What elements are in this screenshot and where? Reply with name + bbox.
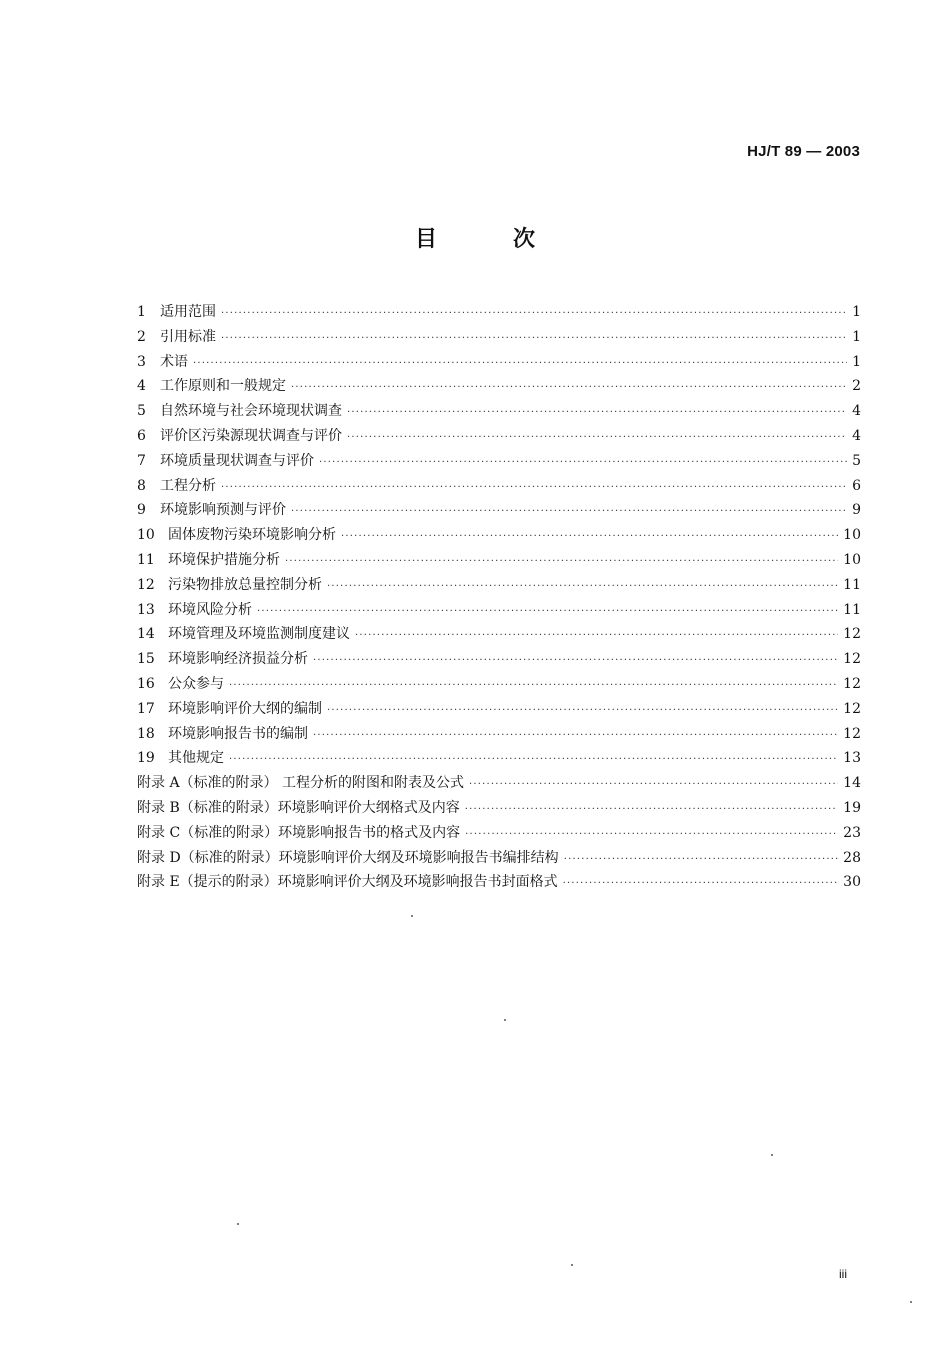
toc-entry[interactable] — [137, 598, 861, 623]
toc-leader-dots — [563, 872, 839, 897]
toc-leader-dots — [313, 724, 838, 749]
toc-entry-number: 1 — [137, 304, 146, 320]
toc-entry[interactable] — [137, 424, 861, 449]
toc-entry-page: 2 — [852, 378, 861, 395]
toc-leader-dots — [347, 426, 847, 451]
toc-leader-dots — [285, 550, 838, 575]
toc-entry-label: 公众参与 — [168, 675, 224, 692]
toc-leader-dots — [229, 748, 838, 773]
toc-entry-page: 12 — [843, 651, 861, 668]
toc-leader-dots — [327, 575, 838, 600]
toc-entry-page: 12 — [843, 675, 861, 692]
toc-entry-number: 6 — [137, 427, 146, 444]
toc-leader-dots — [193, 352, 847, 377]
toc-entry-label: 评价区污染源现状调查与评价 — [160, 427, 342, 444]
toc-leader-dots — [291, 500, 847, 525]
toc-entry-label: 环境风险分析 — [168, 601, 252, 618]
toc-leader-dots — [341, 525, 838, 550]
toc-entry[interactable] — [137, 449, 861, 474]
toc-appendix-label: 附录 E（提示的附录）环境影响评价大纲及环境影响报告书封面格式 — [137, 874, 558, 891]
toc-entry[interactable] — [137, 697, 861, 722]
toc-entry[interactable] — [137, 548, 861, 573]
toc-entry[interactable] — [137, 325, 861, 350]
toc-entry[interactable] — [137, 300, 861, 325]
toc-leader-dots — [469, 773, 838, 798]
toc-leader-dots — [319, 451, 847, 476]
toc-leader-dots — [257, 600, 838, 625]
toc-entry-number: 3 — [137, 353, 146, 370]
toc-entry-label: 适用范围 — [160, 304, 216, 320]
toc-entry-label: 环境影响经济损益分析 — [168, 651, 308, 668]
toc-entry-number: 13 — [137, 601, 155, 618]
toc-entry-number: 8 — [137, 477, 146, 494]
toc-entry-page: 10 — [843, 551, 861, 568]
toc-entry[interactable] — [137, 672, 861, 697]
toc-entry[interactable] — [137, 722, 861, 747]
toc-entry-page: 5 — [852, 452, 861, 469]
toc-entry-number: 14 — [137, 626, 155, 643]
scan-speck — [771, 1154, 773, 1156]
scan-speck — [504, 1019, 506, 1021]
toc-entry-page: 9 — [852, 502, 861, 519]
toc-entry-number: 4 — [137, 378, 146, 395]
toc-entry-label: 环境影响预测与评价 — [160, 502, 286, 519]
toc-entry-page: 11 — [843, 576, 861, 593]
toc-entry-number: 2 — [137, 328, 146, 345]
toc-entry-page: 11 — [843, 601, 861, 618]
toc-entry-label: 环境影响评价大纲的编制 — [168, 700, 322, 717]
toc-leader-dots — [355, 624, 838, 649]
page-number: iii — [839, 1267, 847, 1281]
toc-appendix[interactable] — [137, 846, 861, 871]
toc-appendix-page: 19 — [843, 799, 861, 816]
toc-appendix-page: 30 — [843, 874, 861, 891]
toc-entry-label: 环境保护措施分析 — [168, 551, 280, 568]
toc-entry-page: 4 — [852, 427, 861, 444]
toc-entry[interactable] — [137, 746, 861, 771]
toc-entry-label: 工作原则和一般规定 — [160, 378, 286, 395]
toc-entry-number: 11 — [137, 551, 155, 568]
toc-entry-page: 1 — [852, 328, 861, 345]
toc-entry-label: 环境质量现状调查与评价 — [160, 452, 314, 469]
toc-entry[interactable] — [137, 622, 861, 647]
toc-appendix[interactable] — [137, 796, 861, 821]
toc-entry-page: 1 — [852, 353, 861, 370]
toc-entry-label: 污染物排放总量控制分析 — [168, 576, 322, 593]
toc-leader-dots — [313, 649, 838, 674]
table-of-contents — [137, 300, 861, 895]
toc-entry-page: 10 — [843, 527, 861, 544]
toc-entry-number: 19 — [137, 750, 155, 767]
toc-entry-page: 12 — [843, 700, 861, 717]
toc-entry[interactable] — [137, 399, 861, 424]
scan-speck — [571, 1264, 573, 1266]
toc-entry[interactable] — [137, 474, 861, 499]
scan-speck — [237, 1223, 239, 1225]
toc-entry-number: 17 — [137, 700, 155, 717]
toc-appendix-page: 28 — [843, 849, 861, 866]
toc-entry-label: 自然环境与社会环境现状调查 — [160, 403, 342, 420]
toc-appendix-label: 附录 D（标准的附录）环境影响评价大纲及环境影响报告书编排结构 — [137, 849, 559, 866]
toc-appendix[interactable] — [137, 771, 861, 796]
toc-leader-dots — [221, 302, 847, 327]
toc-entry-number: 5 — [137, 403, 146, 420]
toc-leader-dots — [327, 699, 838, 724]
toc-title: 目次 — [414, 227, 611, 252]
standard-code: HJ/T 89 — 2003 — [747, 143, 860, 160]
toc-leader-dots — [221, 327, 847, 352]
toc-entry[interactable] — [137, 350, 861, 375]
toc-appendix[interactable] — [137, 870, 861, 895]
toc-entry[interactable] — [137, 374, 861, 399]
toc-entry-number: 9 — [137, 502, 146, 519]
toc-entry-label: 术语 — [160, 353, 188, 370]
toc-leader-dots — [221, 476, 847, 501]
toc-entry[interactable] — [137, 523, 861, 548]
toc-appendix-page: 14 — [843, 775, 861, 792]
toc-entry-number: 7 — [137, 452, 146, 469]
toc-appendix-label: 附录 B（标准的附录）环境影响评价大纲格式及内容 — [137, 799, 460, 816]
toc-entry-page: 12 — [843, 725, 861, 742]
toc-entry-number: 10 — [137, 527, 155, 544]
toc-leader-dots — [229, 674, 838, 699]
toc-appendix-page: 23 — [843, 824, 861, 841]
toc-leader-dots — [291, 376, 847, 401]
toc-entry-page: 1 — [852, 304, 861, 320]
toc-leader-dots — [465, 823, 838, 848]
toc-entry-number: 18 — [137, 725, 155, 742]
toc-entry-label: 环境管理及环境监测制度建议 — [168, 626, 350, 643]
toc-entry[interactable] — [137, 573, 861, 598]
toc-appendix-label: 附录 A（标准的附录） 工程分析的附图和附表及公式 — [137, 775, 465, 792]
toc-leader-dots — [465, 798, 838, 823]
toc-entry[interactable] — [137, 498, 861, 523]
toc-entry-label: 其他规定 — [168, 750, 224, 767]
toc-leader-dots — [347, 401, 847, 426]
toc-entry-page: 6 — [852, 477, 861, 494]
toc-entry-number: 12 — [137, 576, 155, 593]
toc-entry-page: 12 — [843, 626, 861, 643]
toc-entry-number: 15 — [137, 651, 155, 668]
toc-appendix[interactable] — [137, 821, 861, 846]
toc-entry-label: 工程分析 — [160, 477, 216, 494]
scan-speck — [910, 1301, 912, 1303]
toc-entry-page: 4 — [852, 403, 861, 420]
toc-entry-label: 引用标准 — [160, 328, 216, 345]
toc-entry-page: 13 — [843, 750, 861, 767]
toc-leader-dots — [564, 848, 838, 873]
scan-speck — [411, 915, 413, 917]
toc-entry[interactable] — [137, 647, 861, 672]
toc-entry-label: 环境影响报告书的编制 — [168, 725, 308, 742]
toc-entry-number: 16 — [137, 675, 155, 692]
toc-appendix-label: 附录 C（标准的附录）环境影响报告书的格式及内容 — [137, 824, 461, 841]
toc-entry-label: 固体废物污染环境影响分析 — [168, 527, 336, 544]
